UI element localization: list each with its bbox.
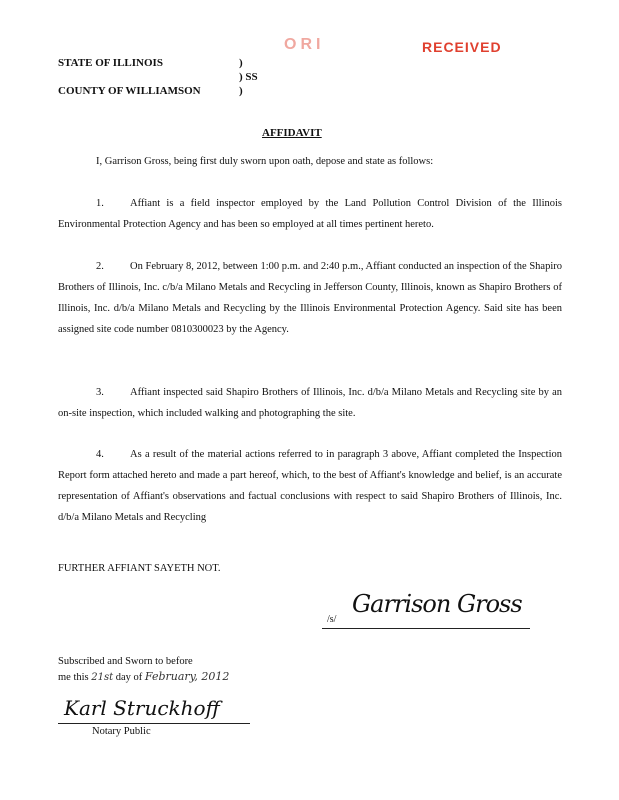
notary-month: February: [144, 670, 195, 683]
stamp-partial: ORI: [284, 36, 325, 53]
paragraph-1: [58, 193, 562, 235]
caption-paren-1: ): [239, 57, 243, 69]
caption-state: STATE OF ILLINOIS: [58, 57, 163, 69]
received-stamp: RECEIVED: [422, 39, 502, 55]
notary-line-2: [58, 670, 229, 683]
signature-prefix: /s/: [327, 614, 337, 625]
intro-text: I, Garrison Gross, being first duly sworn upon oath, depose and state as follows:: [96, 156, 434, 167]
closing-statement: FURTHER AFFIANT SAYETH NOT.: [58, 563, 221, 574]
notary-me-this: me this: [58, 672, 89, 683]
notary-day-of: day of: [115, 672, 143, 683]
notary-public-label: Notary Public: [92, 726, 151, 737]
paragraph-text: Affiant is a field inspector employed by the Land Pollution Control Division of the Illinois Environmental Protection Agency and has been so employed at all times pertinent hereto.: [58, 198, 562, 230]
notary-day: 21st: [91, 672, 114, 683]
affiant-signature: Garrison Gross: [352, 590, 522, 618]
signature-line: [322, 628, 530, 629]
paragraph-number: 2.: [96, 261, 104, 272]
caption-ss: ) SS: [239, 71, 258, 83]
notary-year: , 2012: [194, 670, 230, 683]
paragraph-text: Affiant inspected said Shapiro Brothers of Illinois, Inc. d/b/a Milano Metals and Recycling site by an on-site inspection, which included walking and photographing the site.: [58, 387, 562, 419]
paragraph-4: [58, 444, 562, 528]
notary-line-1: Subscribed and Sworn to before: [58, 656, 193, 667]
paragraph-text: On February 8, 2012, between 1:00 p.m. and 2:40 p.m., Affiant conducted an inspection of the Shapiro Brothers of Illinois, Inc. c/b/a Milano Metals and Recycling in Jefferson County, Illinois, known as Shapiro Brothers of Illinois, Inc. d/b/a Milano Metals and Recycling by the Illinois Environmental Protection Agency. Said site has been assigned site code number 0810300023 by the Agency.: [58, 261, 562, 335]
paragraph-text: As a result of the material actions referred to in paragraph 3 above, Affiant completed the Inspection Report form attached hereto and made a part hereof, which, to the best of Affiant's knowledge and belief, is an accurate representation of Affiant's observations and factual conclusions with respect to said Shapiro Brothers of Illinois, Inc. d/b/a Milano Metals and Recycling: [58, 449, 562, 523]
paragraph-2: [58, 256, 562, 340]
document-title: AFFIDAVIT: [262, 127, 322, 139]
paragraph-number: 1.: [96, 198, 104, 209]
paragraph-number: 4.: [96, 449, 104, 460]
paragraph-number: 3.: [96, 387, 104, 398]
affiant-signature-block: [322, 588, 530, 630]
notary-signature: Karl Struckhoff: [64, 696, 220, 720]
caption-paren-2: ): [239, 85, 243, 97]
notary-signature-line: [58, 723, 250, 724]
caption-county: COUNTY OF WILLIAMSON: [58, 85, 201, 97]
paragraph-3: [58, 382, 562, 424]
